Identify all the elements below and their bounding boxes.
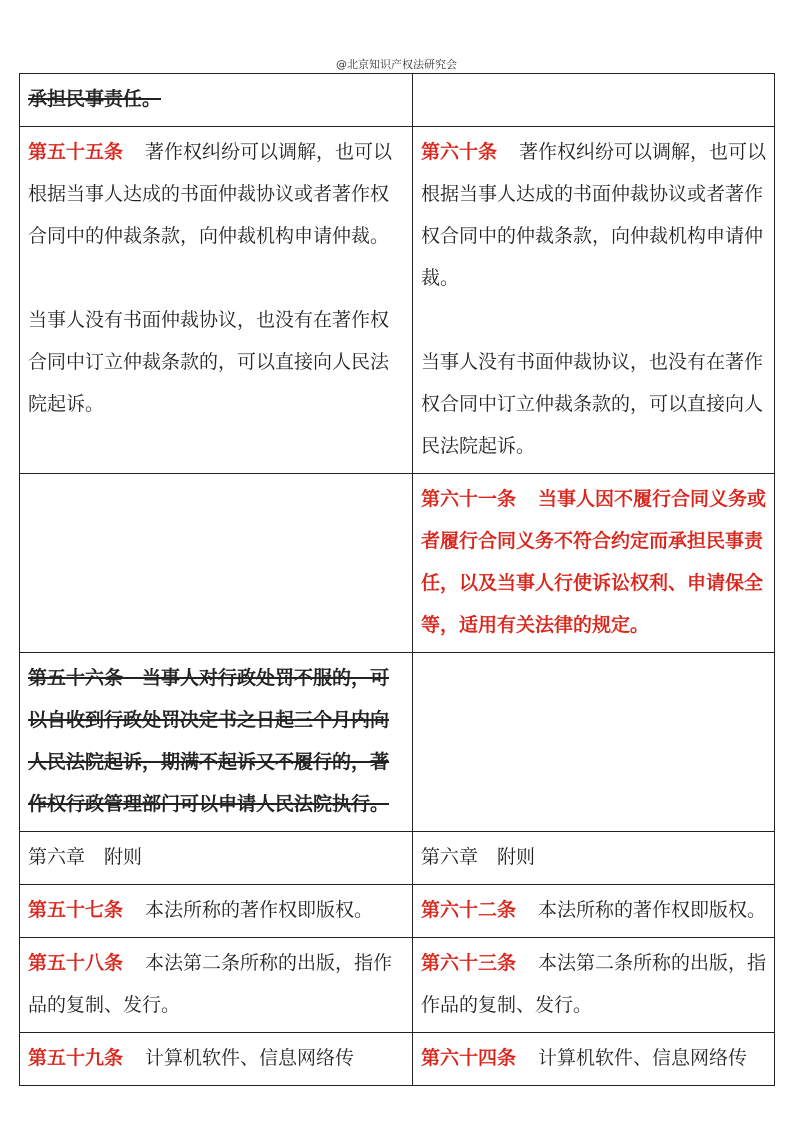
- chapter-heading: 第六章 附则: [20, 832, 413, 885]
- new-law-cell: [413, 653, 775, 832]
- article-text: 本法第二条所称的出版，指作品的复制、发行。: [421, 952, 767, 1016]
- old-law-cell: [20, 1033, 413, 1086]
- chapter-heading: 第六章 附则: [413, 832, 775, 885]
- article-number: 第六十三条: [421, 952, 517, 974]
- article-text: 本法所称的著作权即版权。: [145, 899, 374, 921]
- added-text: 当事人因不履行合同义务或者履行合同义务不符合约定而承担民事责任，以及当事人行使诉讼权利、申请保全等，适用有关法律的规定。: [421, 488, 767, 636]
- new-law-cell: [413, 938, 775, 1033]
- table-row: [20, 74, 775, 127]
- article-text: 著作权纠纷可以调解，也可以根据当事人达成的书面仲裁协议或者著作权合同中的仲裁条款，向仲裁机构申请仲裁。: [421, 141, 767, 289]
- article-number: 第六十一条: [421, 488, 517, 510]
- new-law-cell: [413, 74, 775, 127]
- law-comparison-table: [19, 73, 775, 1086]
- table-row: [20, 653, 775, 832]
- table-row: [20, 127, 775, 474]
- table-row: [20, 474, 775, 653]
- deleted-article-number: 第五十六条: [28, 667, 124, 689]
- article-number: 第六十四条: [421, 1047, 517, 1069]
- deleted-text: 当事人对行政处罚不服的，可以自收到行政处罚决定书之日起三个月内向人民法院起诉，期满不起诉又不履行的，著作权行政管理部门可以申请人民法院执行。: [28, 667, 390, 815]
- old-law-cell: [20, 74, 413, 127]
- watermark-header: @北京知识产权法研究会: [336, 58, 457, 71]
- table-row: [20, 885, 775, 938]
- article-text: 计算机软件、信息网络传: [538, 1047, 748, 1069]
- article-number: 第六十条: [421, 141, 498, 163]
- article-text: 著作权纠纷可以调解，也可以根据当事人达成的书面仲裁协议或者著作权合同中的仲裁条款，向仲裁机构申请仲裁。: [28, 141, 393, 247]
- new-law-cell: [413, 885, 775, 938]
- new-law-cell: [413, 1033, 775, 1086]
- article-number: 第五十八条: [28, 952, 124, 974]
- article-text: 当事人没有书面仲裁协议，也没有在著作权合同中订立仲裁条款的，可以直接向人民法院起诉。: [28, 309, 390, 415]
- old-law-cell: [20, 127, 413, 474]
- article-text: 当事人没有书面仲裁协议，也没有在著作权合同中订立仲裁条款的，可以直接向人民法院起诉。: [421, 351, 764, 457]
- old-law-cell: [20, 885, 413, 938]
- table-row: [20, 832, 775, 885]
- old-law-cell: [20, 474, 413, 653]
- article-number: 第五十七条: [28, 899, 124, 921]
- table-row: [20, 1033, 775, 1086]
- article-text: 计算机软件、信息网络传: [145, 1047, 355, 1069]
- article-number: 第五十九条: [28, 1047, 124, 1069]
- article-text: 本法第二条所称的出版，指作品的复制、发行。: [28, 952, 393, 1016]
- old-law-cell: [20, 938, 413, 1033]
- article-text: 本法所称的著作权即版权。: [538, 899, 767, 921]
- article-number: 第六十二条: [421, 899, 517, 921]
- table-row: [20, 938, 775, 1033]
- old-law-cell: [20, 653, 413, 832]
- new-law-cell: [413, 127, 775, 474]
- new-law-cell: [413, 474, 775, 653]
- article-number: 第五十五条: [28, 141, 124, 163]
- deleted-text: 承担民事责任。: [28, 88, 162, 110]
